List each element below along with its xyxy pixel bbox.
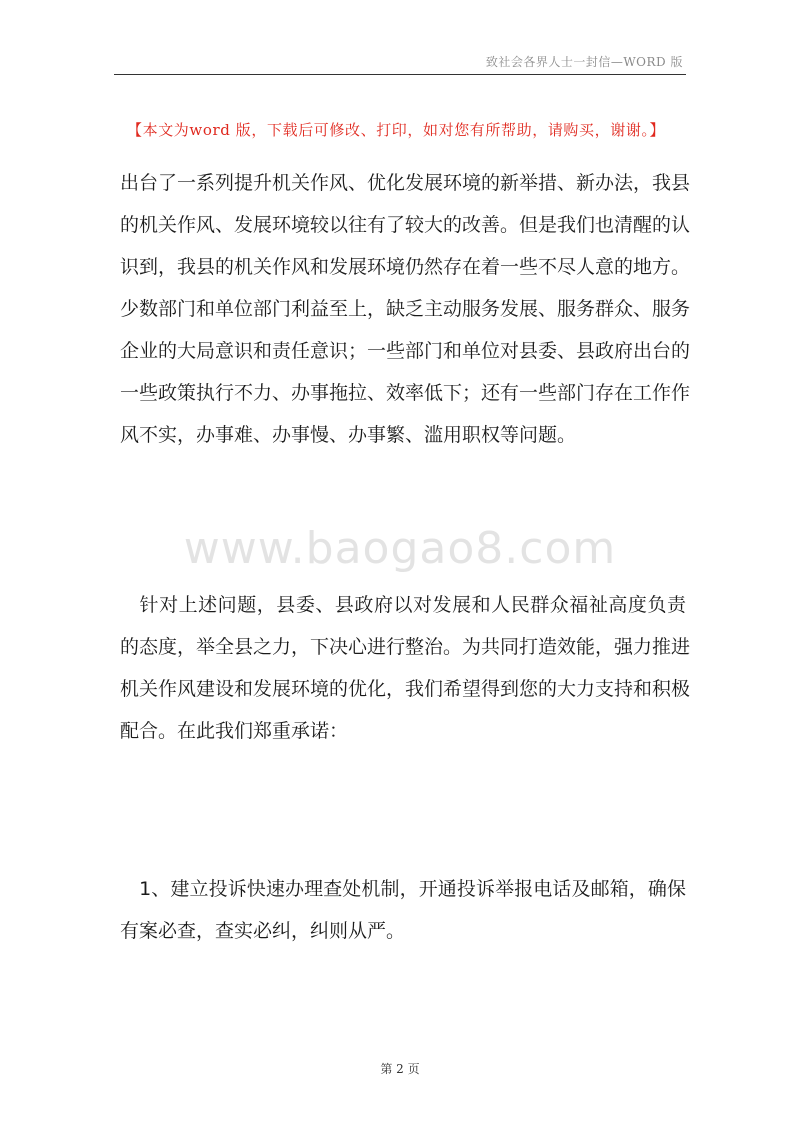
paragraph-line: 有案必查，查实必纠，纠则从严。: [120, 920, 406, 942]
paragraph-line: 企业的大局意识和责任意识；一些部门和单位对县委、县政府出台的: [120, 340, 691, 362]
paragraph-line: 的机关作风、发展环境较以往有了较大的改善。但是我们也清醒的认: [120, 214, 691, 236]
body-paragraph-2: [120, 584, 691, 752]
paragraph-line: 针对上述问题，县委、县政府以对发展和人民群众福祉高度负责: [120, 594, 686, 616]
paragraph-line: 少数部门和单位部门利益至上，缺乏主动服务发展、服务群众、服务: [120, 298, 691, 320]
running-header: 致社会各界人士一封信—WORD 版: [485, 55, 683, 69]
purchase-notice: 【本文为word 版，下载后可修改、打印，如对您有所帮助，请购买，谢谢。】: [127, 121, 666, 139]
body-paragraph-1: [120, 162, 691, 456]
header-divider: [114, 74, 686, 75]
paragraph-line: 的态度，举全县之力，下决心进行整治。为共同打造效能，强力推进: [120, 636, 691, 658]
body-paragraph-3: [120, 868, 686, 952]
paragraph-line: 配合。在此我们郑重承诺：: [120, 720, 349, 742]
paragraph-line: 一些政策执行不力、办事拖拉、效率低下；还有一些部门存在工作作: [120, 382, 691, 404]
page-number: 第 2 页: [380, 1062, 420, 1076]
paragraph-line: 出台了一系列提升机关作风、优化发展环境的新举措、新办法，我县: [120, 172, 691, 194]
paragraph-line: 识到，我县的机关作风和发展环境仍然存在着一些不尽人意的地方。: [120, 256, 691, 278]
watermark-text: www.baogao8.com: [183, 523, 617, 574]
paragraph-line: 机关作风建设和发展环境的优化，我们希望得到您的大力支持和积极: [120, 678, 691, 700]
paragraph-line: 1、建立投诉快速办理查处机制，开通投诉举报电话及邮箱，确保: [120, 878, 686, 900]
paragraph-line: 风不实，办事难、办事慢、办事繁、滥用职权等问题。: [120, 424, 577, 446]
